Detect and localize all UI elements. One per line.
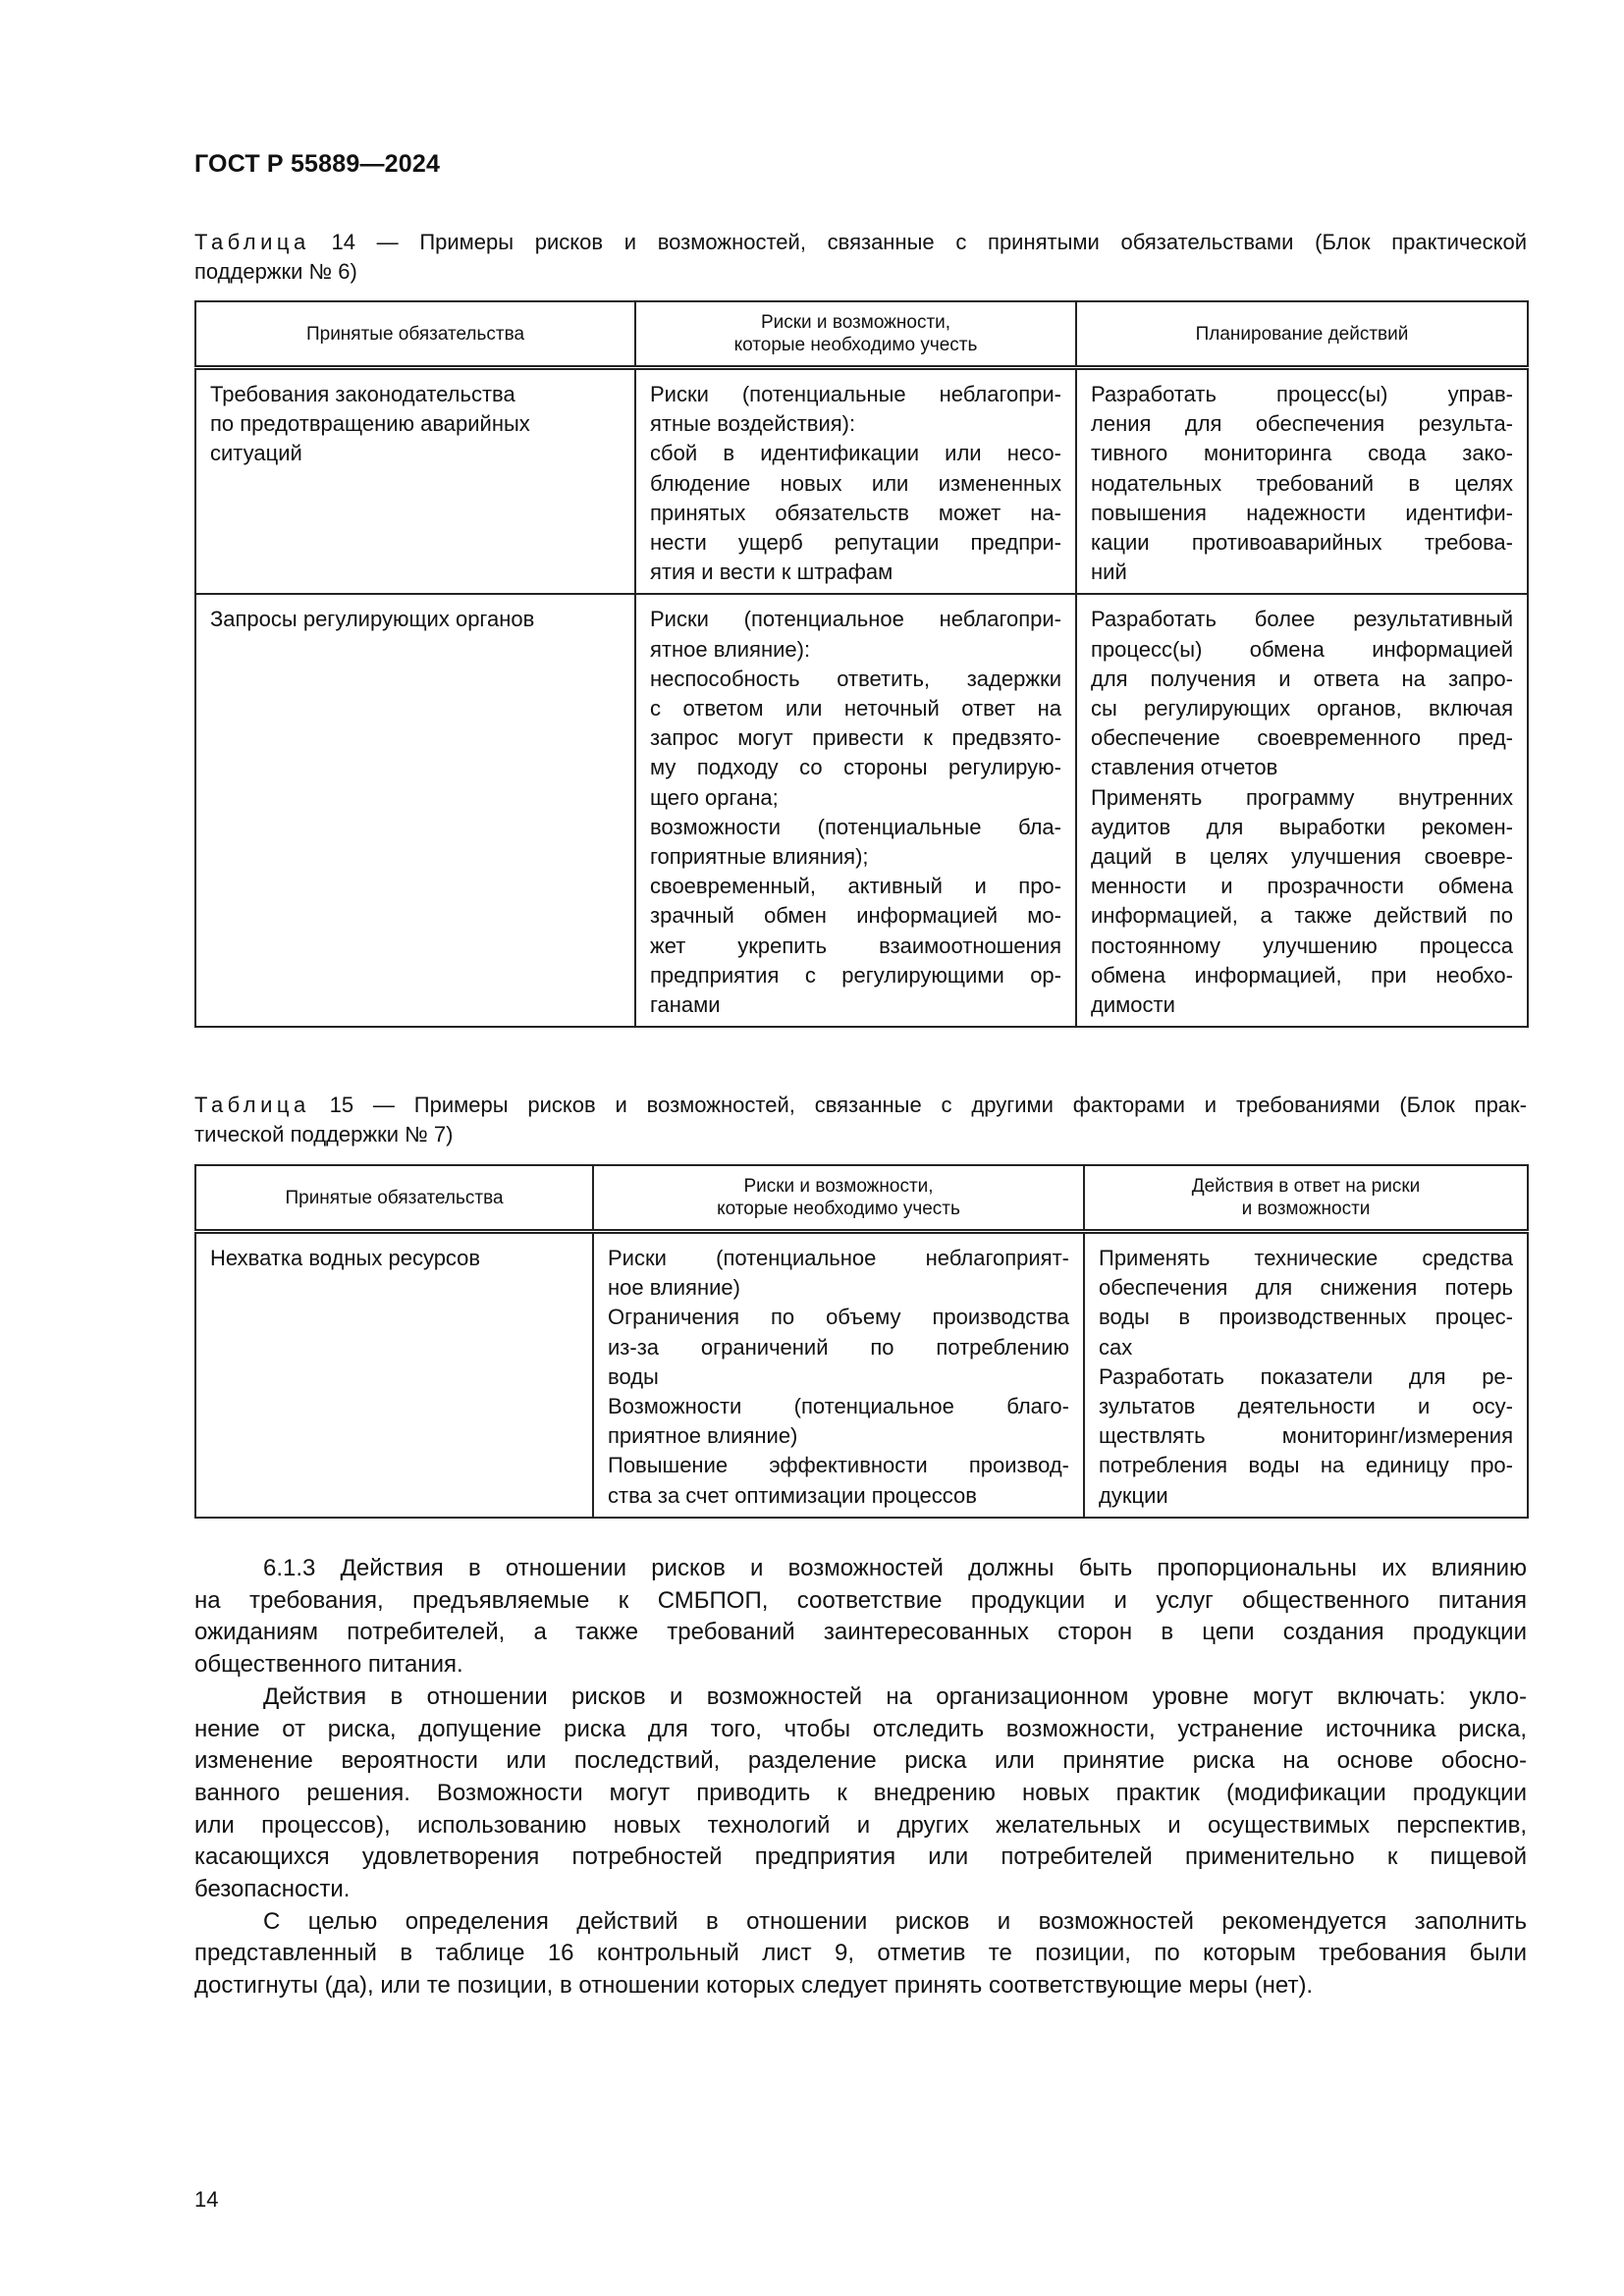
table-row — [195, 594, 1528, 1027]
paragraph-checklist: С целью определения действий в отношении рисков и возможностей рекомендуется заполнить представленный в таблице 16 контрольный лист 9, отметив те позиции, по которым требования были достигнуты (да), или те позиции, в отношении которых следует принять соответствующие меры (нет). — [194, 1907, 1527, 2000]
table14-cell-actions: Разработать процесс(ы) управ- ления для обеспечения результа- тивного мониторинга свода зако- нодательных требований в целях повышения надежности идентифи- кации противоаварийных требова- ний — [1076, 368, 1528, 595]
body-text — [194, 1553, 1527, 2002]
table14-header-planning: Планирование действий — [1076, 301, 1528, 368]
table15-header-row — [195, 1165, 1528, 1232]
table14-cell-risks: Риски (потенциальные неблагопри- ятные воздействия): сбой в идентификации или несо- блюдение новых или измененных принятых обязательств может на- нести ущерб репутации предпри- ятия и вести к штрафам — [635, 368, 1076, 595]
table15-header-actions: Действия в ответ на риски и возможности — [1084, 1165, 1528, 1232]
table-15 — [194, 1164, 1529, 1519]
table14-caption-line-1: Таблица 14 — Примеры рисков и возможностей, связанные с принятыми обязательствами (Блок практической — [194, 230, 1527, 254]
table15-caption-word: Таблица — [194, 1093, 310, 1117]
table-row — [195, 1232, 1528, 1518]
table15-cell-actions: Применять технические средства обеспечения для снижения потерь воды в производственных процес- сах Разработать показатели для ре- зультатов деятельности и осу- ществлять мониторинг/измерения потребления воды на единицу про- дукции — [1084, 1232, 1528, 1518]
table14-header-commitments: Принятые обязательства — [195, 301, 635, 368]
table-14 — [194, 300, 1529, 1028]
table14-cell-commitment: Запросы регулирующих органов — [195, 594, 635, 1027]
table15-cell-commitment: Нехватка водных ресурсов — [195, 1232, 593, 1518]
table14-header-row — [195, 301, 1528, 368]
table14-caption — [194, 228, 1527, 287]
table15-header-risks: Риски и возможности, которые необходимо учесть — [593, 1165, 1084, 1232]
table15-caption-line-1: Таблица 15 — Примеры рисков и возможностей, связанные с другими факторами и требованиями (Блок прак- — [194, 1093, 1527, 1117]
table15-header-commitments: Принятые обязательства — [195, 1165, 593, 1232]
paragraph-actions: Действия в отношении рисков и возможностей на организационном уровне могут включать: укло- нение от риска, допущение риска для того, чтобы отследить возможности, устранение источника риска, изменение вероятности или последствий, разделение риска или принятие риска на основе обосно- ванного решения. Возможности могут приводить к внедрению новых практик (модификации продукции или процессов), использованию новых технологий и других желательных и осуществимых перспектив, касающихся удовлетворения потребностей предприятия или потребителей применительно к пищевой безопасности. — [194, 1682, 1527, 1903]
table15-caption-line-2: тической поддержки № 7) — [194, 1122, 454, 1147]
table14-cell-risks: Риски (потенциальное неблагопри- ятное влияние): неспособность ответить, задержки с ответом или неточный ответ на запрос могут привести к предвзято- му подходу со стороны регулирую- щего органа; возможности (потенциальные бла- гоприятные влияния); своевременный, активный и про- зрачный обмен информацией мо- жет укрепить взаимоотношения предприятия с регулирующими ор- ганами — [635, 594, 1076, 1027]
table15-cell-risks: Риски (потенциальное неблагоприят- ное влияние) Ограничения по объему производства из-за ограничений по потреблению воды Возможности (потенциальное благо- приятное влияние) Повышение эффективности производ- ства за счет оптимизации процессов — [593, 1232, 1084, 1518]
document-header: ГОСТ Р 55889—2024 — [194, 150, 441, 178]
table14-caption-word: Таблица — [194, 230, 310, 254]
table14-header-risks: Риски и возможности, которые необходимо учесть — [635, 301, 1076, 368]
page-number: 14 — [194, 2187, 219, 2212]
table15-caption — [194, 1091, 1527, 1149]
table14-cell-actions: Разработать более результативный процесс(ы) обмена информацией для получения и ответа на запро- сы регулирующих органов, включая обеспечение своевременного пред- ставления отчетов Применять программу внутренних аудитов для выработки рекомен- даций в целях улучшения своевре- менности и прозрачности обмена информацией, а также действий по постоянному улучшению процесса обмена информацией, при необхо- димости — [1076, 594, 1528, 1027]
table-row — [195, 368, 1528, 595]
paragraph-6-1-3: 6.1.3 Действия в отношении рисков и возможностей должны быть пропорциональны их влиянию на требования, предъявляемые к СМБПОП, соответствие продукции и услуг общественного питания ожиданиям потребителей, а также требований заинтересованных сторон в цепи создания продукции общественного питания. — [194, 1555, 1527, 1679]
table14-cell-commitment: Требования законодательства по предотвращению аварийных ситуаций — [195, 368, 635, 595]
table14-caption-line-2: поддержки № 6) — [194, 259, 357, 284]
